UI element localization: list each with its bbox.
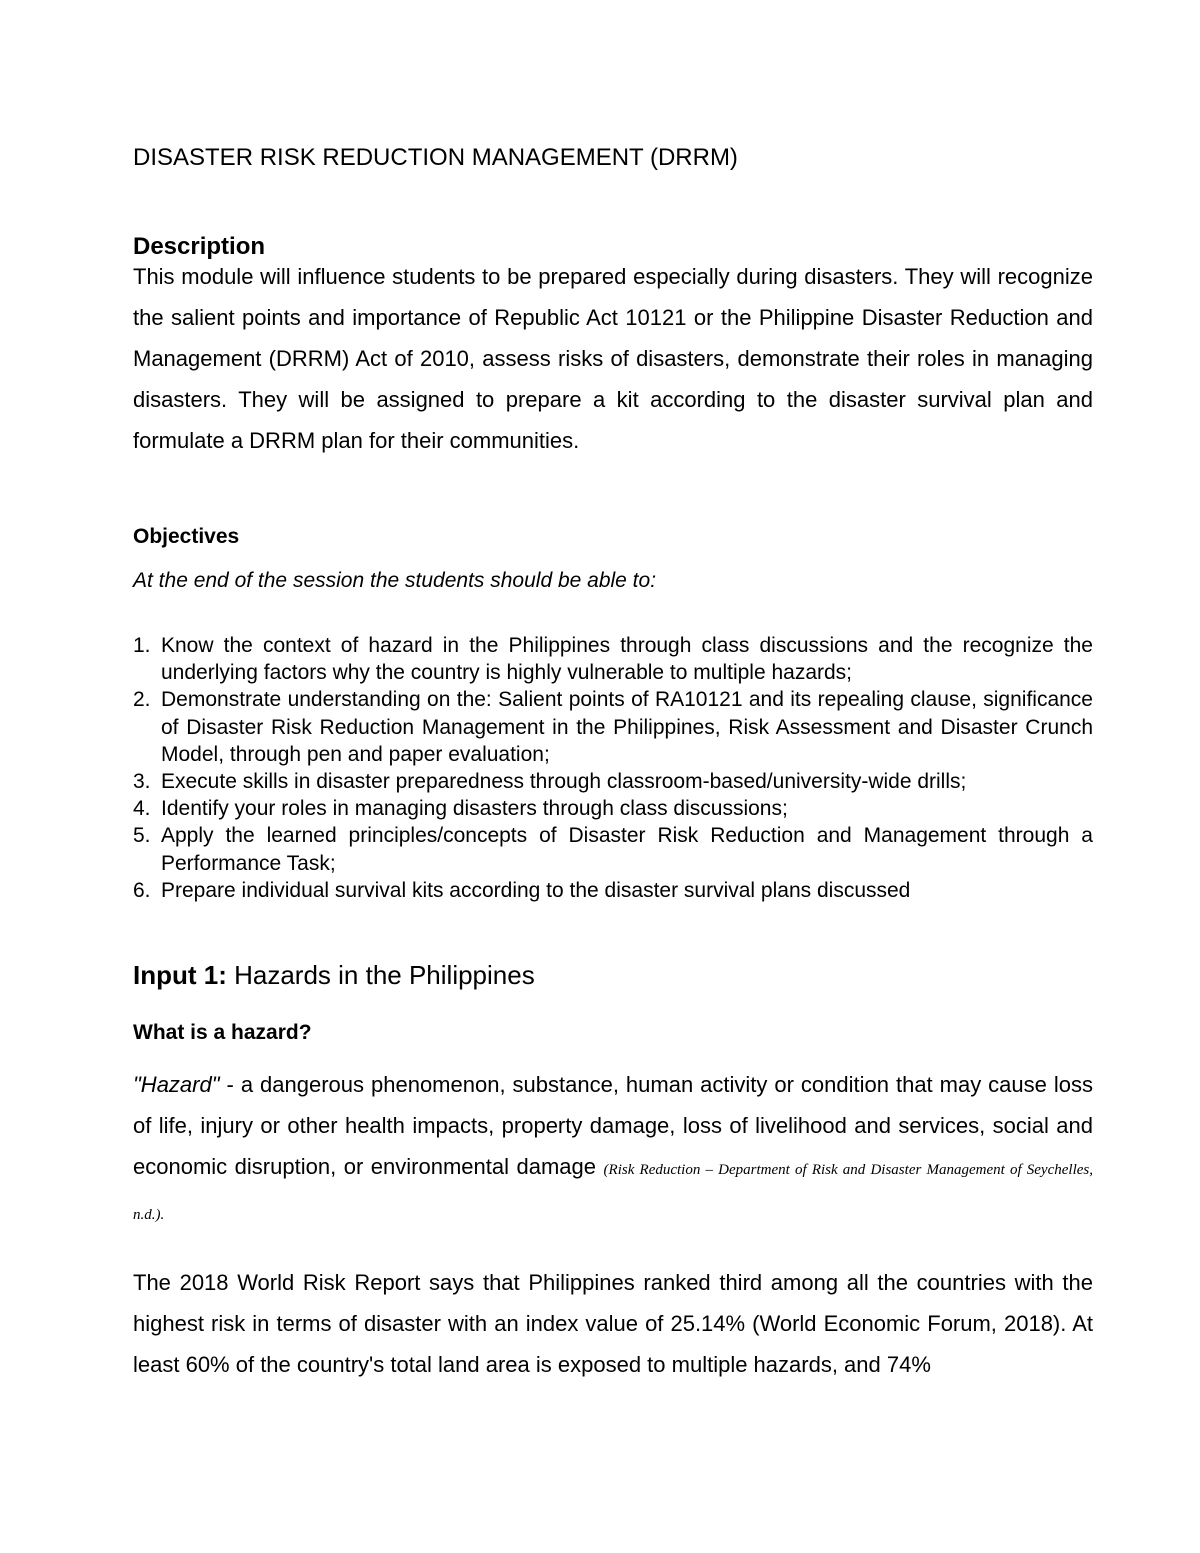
objective-item xyxy=(133,686,1093,768)
objective-text: Know the context of hazard in the Philippines through class discussions and the recognize the underlying factors why the country is highly vulnerable to multiple hazards; xyxy=(161,634,1093,685)
hazard-term: "Hazard" xyxy=(133,1072,220,1097)
objective-text: Apply the learned principles/concepts of Disaster Risk Reduction and Management through a Performance Task; xyxy=(161,824,1093,875)
objective-number: 4. xyxy=(133,797,151,821)
objectives-list xyxy=(133,632,1093,904)
input-1-heading xyxy=(133,957,535,993)
objectives-heading: Objectives xyxy=(133,525,240,548)
document-title: DISASTER RISK REDUCTION MANAGEMENT (DRRM) xyxy=(133,144,738,171)
input-1-label: Input 1: xyxy=(133,960,227,990)
world-risk-paragraph: The 2018 World Risk Report says that Philippines ranked third among all the countries with the highest risk in terms of disaster with an index value of 25.14% (World Economic Forum, 2018). At least 60% of the country's total land area is exposed to multiple hazards, and 74% xyxy=(133,1270,1093,1377)
objective-item xyxy=(133,768,1093,795)
objective-text: Demonstrate understanding on the: Salient points of RA10121 and its repealing clause, significance of Disaster Risk Reduction Management in the Philippines, Risk Assessment and Disaster Crunch Model, through pen and paper evaluation; xyxy=(161,688,1093,766)
input-1-title: Hazards in the Philippines xyxy=(226,960,535,990)
hazard-definition xyxy=(133,1064,1093,1236)
objectives-intro: At the end of the session the students should be able to: xyxy=(133,569,657,592)
objective-text: Prepare individual survival kits according to the disaster survival plans discussed xyxy=(161,878,911,902)
description-heading: Description xyxy=(133,233,266,260)
objective-item xyxy=(133,822,1093,876)
objective-number: 3. xyxy=(133,770,151,794)
objective-number: 2. xyxy=(133,688,151,712)
objective-text: Identify your roles in managing disasters through class discussions; xyxy=(161,797,788,821)
objective-number: 1. xyxy=(133,634,151,657)
objective-item xyxy=(133,877,1093,904)
hazard-citation: (Risk Reduction – Department of Risk and Disaster Management of Seychelles, n.d.). xyxy=(133,1162,1093,1223)
hazard-definition-text: - a dangerous phenomenon, substance, human activity or condition that may cause loss of life, injury or other health impacts, property damage, loss of livelihood and services, social and economic disruption, or environmental damage xyxy=(133,1072,1093,1179)
objective-item xyxy=(133,795,1093,822)
description-body: This module will influence students to be prepared especially during disasters. They will recognize the salient points and importance of Republic Act 10121 or the Philippine Disaster Reduction and Management (DRRM) Act of 2010, assess risks of disasters, demonstrate their roles in managing disasters. They will be assigned to prepare a kit according to the disaster survival plan and formulate a DRRM plan for their communities. xyxy=(133,264,1093,453)
objective-number: 5. xyxy=(133,824,151,848)
objective-number: 6. xyxy=(133,878,151,902)
objective-item xyxy=(133,632,1093,686)
objective-text: Execute skills in disaster preparedness through classroom-based/university-wide drills; xyxy=(161,770,967,794)
hazard-question: What is a hazard? xyxy=(133,1021,312,1044)
